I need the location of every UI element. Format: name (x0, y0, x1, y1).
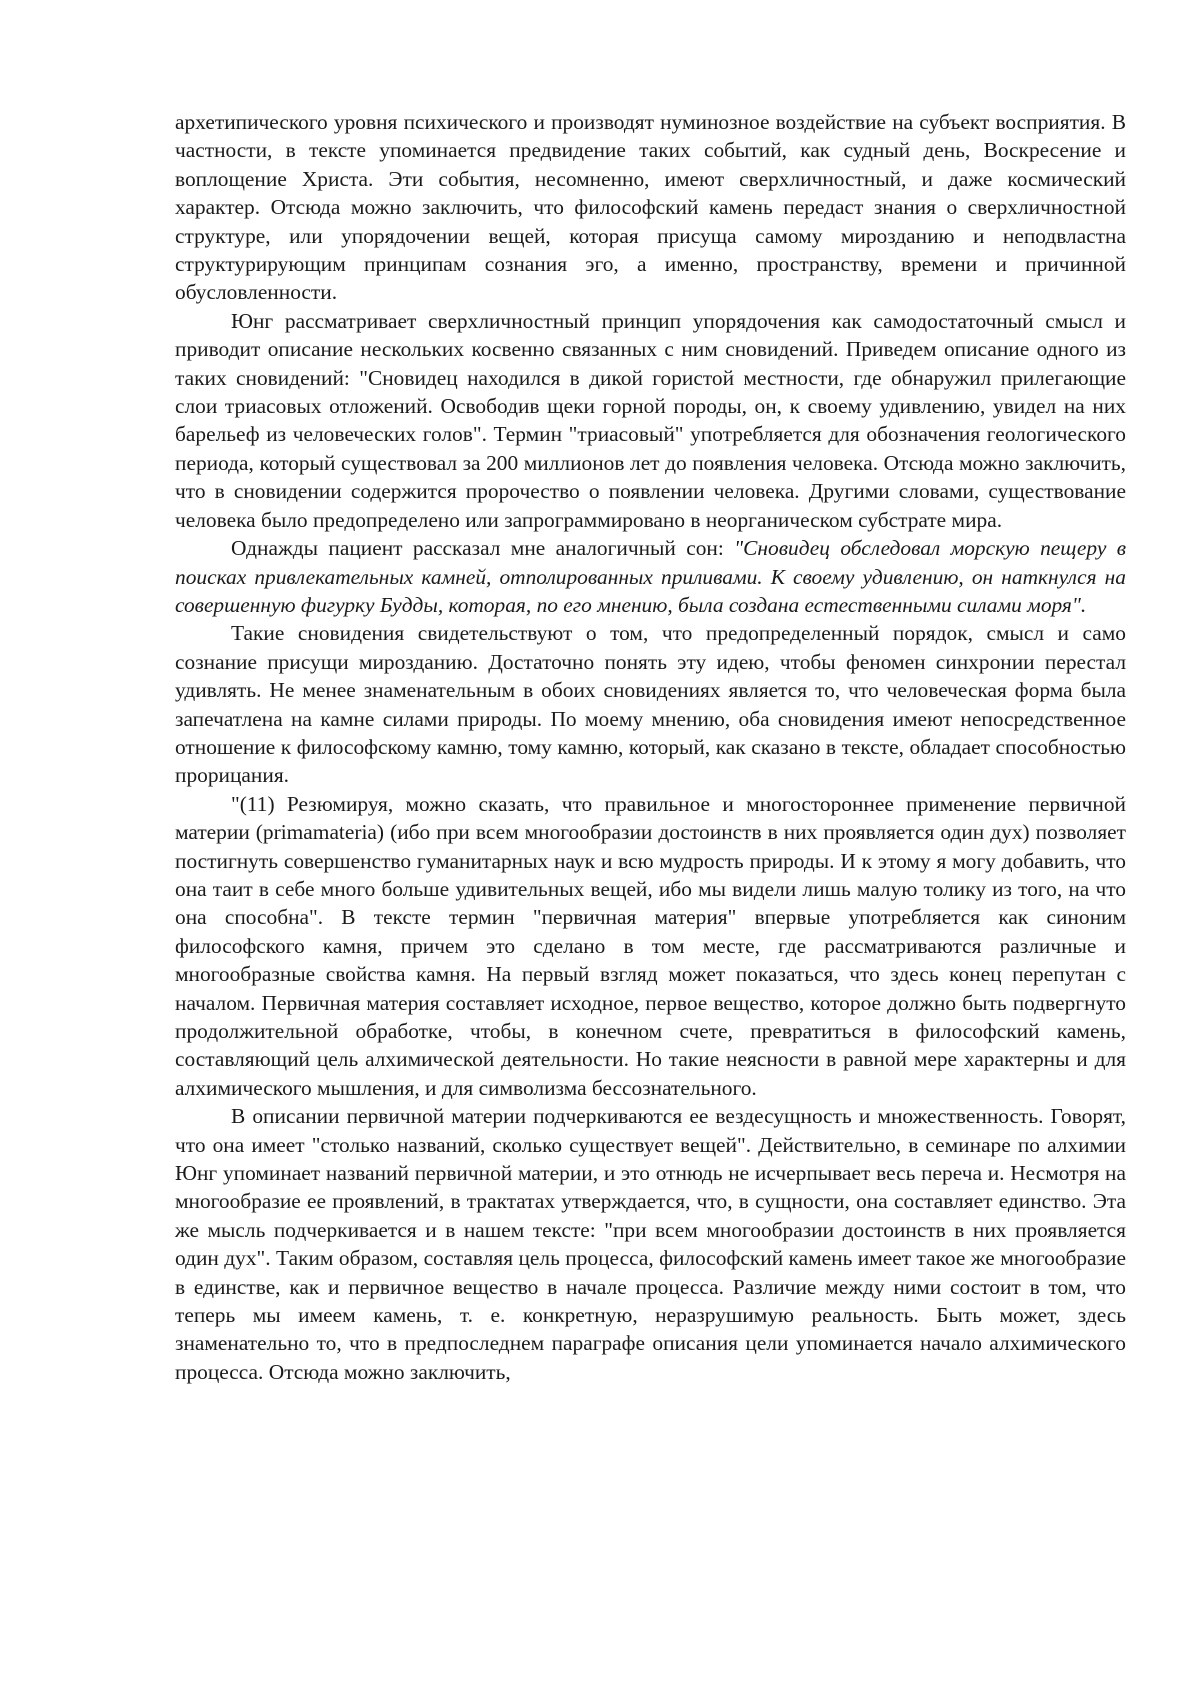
paragraph-2: Юнг рассматривает сверхличностный принцип упорядочения как самодостаточный смысл и приводит описание нескольких косвенно связанных с ним сновидений. Приведем описание одного из таких сновидений: "Сновидец находился в дикой гористой местности, где обнаружил прилегающие слои триасовых отложений. Освободив щеки горной породы, он, к своему удивлению, увидел на них барельеф из человеческих голов". Термин "триасовый" употребляется для обозначения геологического периода, который существовал за 200 миллионов лет до появления человека. Отсюда можно заключить, что в сновидении содержится пророчество о появлении человека. Другими словами, существование человека было предопределено или запрограммировано в неорганическом субстрате мира. (175, 308, 1126, 532)
paragraph-5: "(11) Резюмируя, можно сказать, что правильное и многостороннее применение первичной материи (primamateria) (ибо при всем многообразии достоинств в них проявляется один дух) позволяет постигнуть совершенство гуманитарных наук и всю мудрость природы. И к этому я могу добавить, что она таит в себе много больше удивительных вещей, ибо мы видели лишь малую толику из того, на что она способна". В тексте термин "первичная материя" впервые употребляется как синоним философского камня, причем это сделано в том месте, где рассматриваются различные и многообразные свойства камня. На первый взгляд может показаться, что здесь конец перепутан с началом. Первичная материя составляет исходное, первое вещество, которое должно быть подвергнуто продолжительной обработке, чтобы, в конечном счете, превратиться в философский камень, составляющий цель алхимической деятельности. Но такие неясности в равной мере характерны и для алхимического мышления, и для символизма бессознательного. (175, 791, 1126, 1100)
document-text-body (175, 108, 1126, 1386)
paragraph-3-italic-quote: "Сновидец обследовал морскую пещеру в поисках привлекательных камней, отполированных приливами. К своему удивлению, он наткнулся на совершенную фигурку Будды, которая, по его мнению, была создана естественными силами моря". (175, 536, 1126, 617)
paragraph-3-plain-text: Однажды пациент рассказал мне аналогичный сон: (231, 536, 735, 561)
paragraph-4: Такие сновидения свидетельствуют о том, что предопределенный порядок, смысл и само сознание присущи мирозданию. Достаточно понять эту идею, чтобы феномен синхронии перестал удивлять. Не менее знаменательным в обоих сновидениях является то, что человеческая форма была запечатлена на камне силами природы. По моему мнению, оба сновидения имеют непосредственное отношение к философскому камню, тому камню, который, как сказано в тексте, обладает способностью прорицания. (175, 621, 1126, 788)
paragraph-1: архетипического уровня психического и производят нуминозное воздействие на субъект восприятия. В частности, в тексте упоминается предвидение таких событий, как судный день, Воскресение и воплощение Христа. Эти события, несомненно, имеют сверхличностный, и даже космический характер. Отсюда можно заключить, что философский камень передаст знания о сверхличностной структуре, или упорядочении вещей, которая присуща самому мирозданию и неподвластна структурирующим принципам сознания эго, а именно, пространству, времени и причинной обусловленности. (175, 110, 1126, 305)
paragraph-6: В описании первичной материи подчеркиваются ее вездесущность и множественность. Говорят, что она имеет "столько названий, сколько существует вещей". Действительно, в семинаре по алхимии Юнг упоминает названий первичной материи, и это отнюдь не исчерпывает весь переча и. Несмотря на многообразие ее проявлений, в трактатах утверждается, что, в сущности, она составляет единство. Эта же мысль подчеркивается и в нашем тексте: "при всем многообразии достоинств в них проявляется один дух". Таким образом, составляя цель процесса, философский камень имеет такое же многообразие в единстве, как и первичное вещество в начале процесса. Различие между ними состоит в том, что теперь мы имеем камень, т. е. конкретную, неразрушимую реальность. Быть может, здесь знаменательно то, что в предпоследнем параграфе описания цели упоминается начало алхимического процесса. Отсюда можно заключить, (175, 1104, 1126, 1384)
paragraph-3 (175, 534, 1126, 619)
